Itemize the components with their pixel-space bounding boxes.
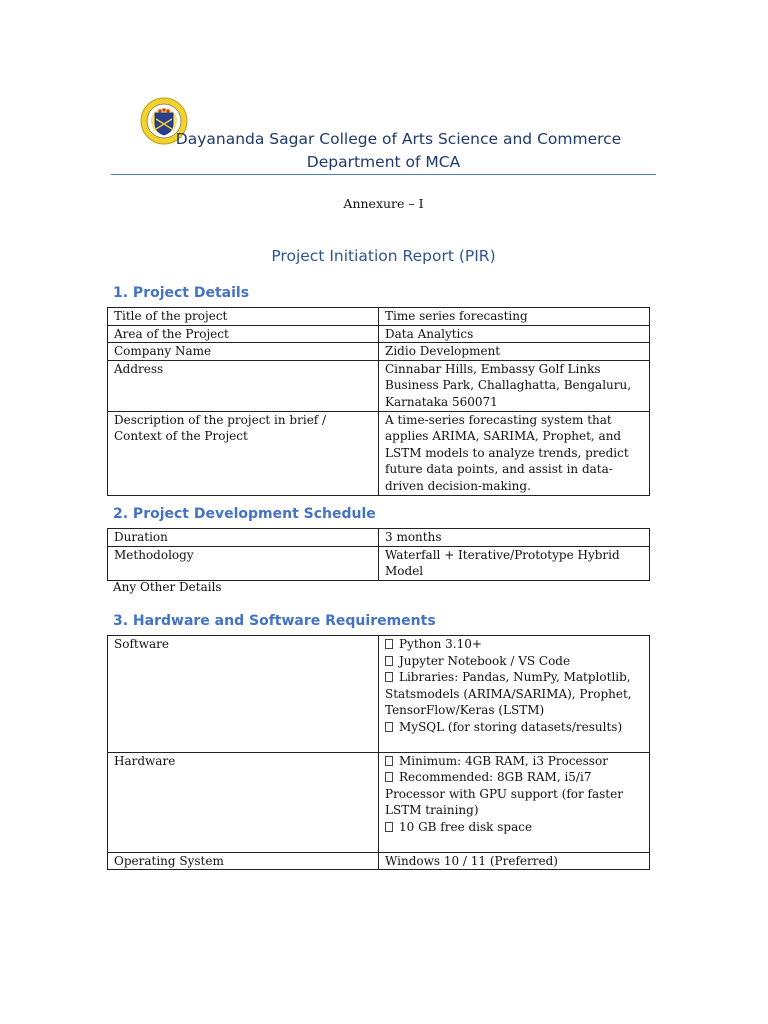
hardware-list <box>379 752 650 852</box>
row-label: Hardware <box>108 752 379 852</box>
annexure-label: Annexure – I <box>343 196 424 211</box>
table-row <box>108 852 650 870</box>
table-row <box>108 343 650 361</box>
section-heading-requirements: 3. Hardware and Software Requirements <box>113 613 436 629</box>
checkbox-glyph-icon <box>385 772 393 782</box>
row-value: A time-series forecasting system that applies ARIMA, SARIMA, Prophet, and LSTM models to analyze trends, predict future data points, and assist in data-driven decision-making. <box>379 411 650 495</box>
table-row <box>108 546 650 580</box>
list-item: Jupyter Notebook / VS Code <box>385 653 643 670</box>
checkbox-glyph-icon <box>385 639 393 649</box>
institution-name: Dayananda Sagar College of Arts Science and Commerce <box>175 130 622 148</box>
row-label: Company Name <box>108 343 379 361</box>
row-label: Title of the project <box>108 308 379 326</box>
other-details-label: Any Other Details <box>113 580 222 594</box>
row-value: Time series forecasting <box>379 308 650 326</box>
letterhead <box>111 128 656 173</box>
row-label: Address <box>108 360 379 411</box>
requirements-table <box>107 635 650 870</box>
row-value: Windows 10 / 11 (Preferred) <box>379 852 650 870</box>
list-item: Python 3.10+ <box>385 636 643 653</box>
checkbox-glyph-icon <box>385 722 393 732</box>
report-title: Project Initiation Report (PIR) <box>271 247 496 265</box>
row-label: Methodology <box>108 546 379 580</box>
checkbox-glyph-icon <box>385 672 393 682</box>
checkbox-glyph-icon <box>385 822 393 832</box>
section-heading-schedule: 2. Project Development Schedule <box>113 506 376 522</box>
table-row <box>108 636 650 753</box>
row-value: Zidio Development <box>379 343 650 361</box>
row-value: Waterfall + Iterative/Prototype Hybrid Model <box>379 546 650 580</box>
header-rule <box>111 174 656 175</box>
checkbox-glyph-icon <box>385 656 393 666</box>
row-label: Operating System <box>108 852 379 870</box>
software-list <box>379 636 650 753</box>
table-row <box>108 529 650 547</box>
table-row <box>108 752 650 852</box>
checkbox-glyph-icon <box>385 756 393 766</box>
department-name: Department of MCA <box>306 153 461 171</box>
list-item: Minimum: 4GB RAM, i3 Processor <box>385 753 643 770</box>
table-row <box>108 360 650 411</box>
row-value: Data Analytics <box>379 325 650 343</box>
row-label: Area of the Project <box>108 325 379 343</box>
table-row <box>108 308 650 326</box>
list-item: 10 GB free disk space <box>385 819 643 836</box>
table-row <box>108 325 650 343</box>
section-heading-project-details: 1. Project Details <box>113 285 250 301</box>
project-details-table <box>107 307 650 496</box>
row-label: Software <box>108 636 379 753</box>
row-value: 3 months <box>379 529 650 547</box>
row-value: Cinnabar Hills, Embassy Golf Links Business Park, Challaghatta, Bengaluru, Karnataka 560071 <box>379 360 650 411</box>
table-row <box>108 411 650 495</box>
list-item: Libraries: Pandas, NumPy, Matplotlib, Statsmodels (ARIMA/SARIMA), Prophet, TensorFlow/Keras (LSTM) <box>385 670 632 718</box>
schedule-table <box>107 528 650 581</box>
list-item: Recommended: 8GB RAM, i5/i7 Processor with GPU support (for faster LSTM training) <box>385 770 623 818</box>
row-label: Duration <box>108 529 379 547</box>
row-label: Description of the project in brief / Context of the Project <box>108 411 379 495</box>
list-item: MySQL (for storing datasets/results) <box>385 719 643 736</box>
